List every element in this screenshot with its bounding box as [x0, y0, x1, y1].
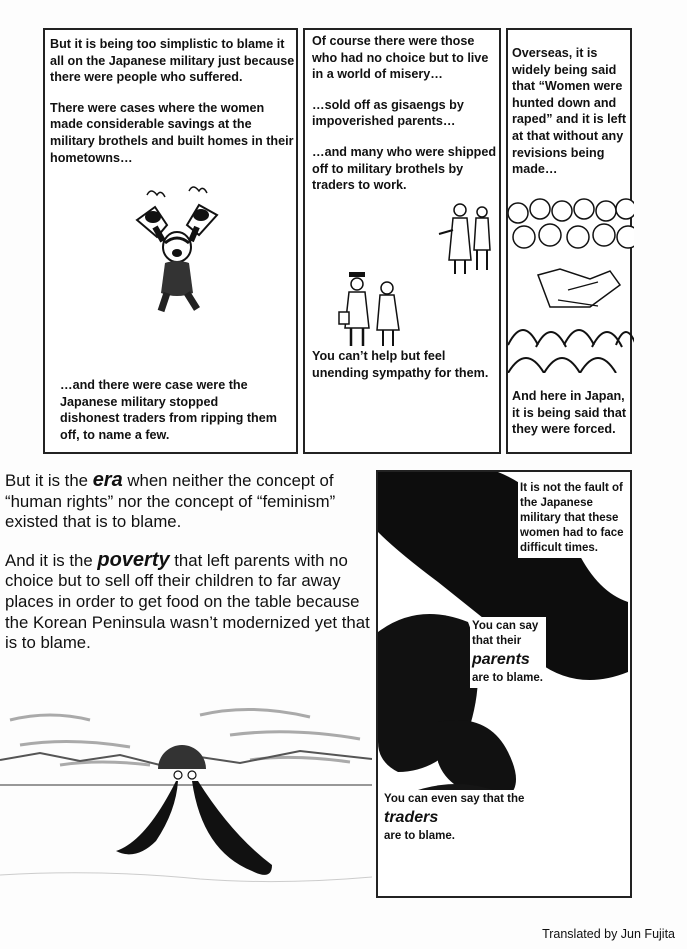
panel-1-paragraph: But it is being too simplistic to blame it all on the Japanese military just because there were people who suffered. [50, 37, 295, 85]
panel-4-caption-1: It is not the fault of the Japanese military that these women had to face difficult times. [518, 479, 630, 558]
panel-2-paragraph: …sold off as gisaengs by impoverished parents… [312, 97, 464, 129]
panel-3-bottom-text: And here in Japan, it is being said that they were forced. [512, 389, 627, 437]
panel-2-bottom-text: You can’t help but feel unending sympathy for them. [312, 349, 489, 380]
panel-3-top-text: Overseas, it is widely being said that “Women were hunted down and raped” and it is left at that without any revisions being made… [512, 46, 627, 177]
panel-2-paragraph: Of course there were those who had no choice but to live in a world of misery… [312, 34, 489, 82]
poverty-emphasis: poverty [97, 548, 170, 571]
panel-4-caption-3: You can even say that the traders are to blame. [382, 790, 546, 846]
traders-emphasis: traders [384, 809, 439, 826]
narration-paragraph-2: And it is the poverty that left parents with no choice but to sell off their children to far away places in order to get food on the table because the Korean Peninsula wasn’t modernized yet that is to blame. [5, 548, 370, 653]
panel-2-paragraph: …and many who were shipped off to military brothels by traders to work. [312, 144, 497, 193]
era-emphasis: era [92, 469, 123, 491]
translator-credit: Translated by Jun Fujita [542, 927, 675, 941]
panel-2-top-text [312, 33, 498, 194]
panel-3 [506, 28, 632, 454]
panel-1 [43, 28, 298, 454]
parents-emphasis: parents [472, 651, 530, 668]
narration-text [5, 470, 371, 671]
panel-4-caption-2: You can say that their parents are to blame. [470, 617, 546, 688]
panel-1-paragraph: There were cases where the women made considerable savings at the military brothels and built homes in their hometowns… [50, 100, 294, 165]
panel-4 [376, 470, 632, 898]
trader-and-women-drawing [325, 200, 495, 350]
sunset-landscape-drawing [0, 685, 372, 935]
crowd-drawing [508, 195, 634, 373]
panel-1-bottom-text: …and there were case were the Japanese military stopped dishonest traders from ripping them off, to name a few. [60, 378, 277, 442]
panel-1-top-text [50, 36, 296, 166]
panel-2 [303, 28, 501, 454]
narration-paragraph-1: But it is the era when neither the concept of “human rights” nor the concept of “feminism” existed that is to blame. [5, 469, 336, 532]
cheering-figure-drawing [117, 185, 237, 315]
